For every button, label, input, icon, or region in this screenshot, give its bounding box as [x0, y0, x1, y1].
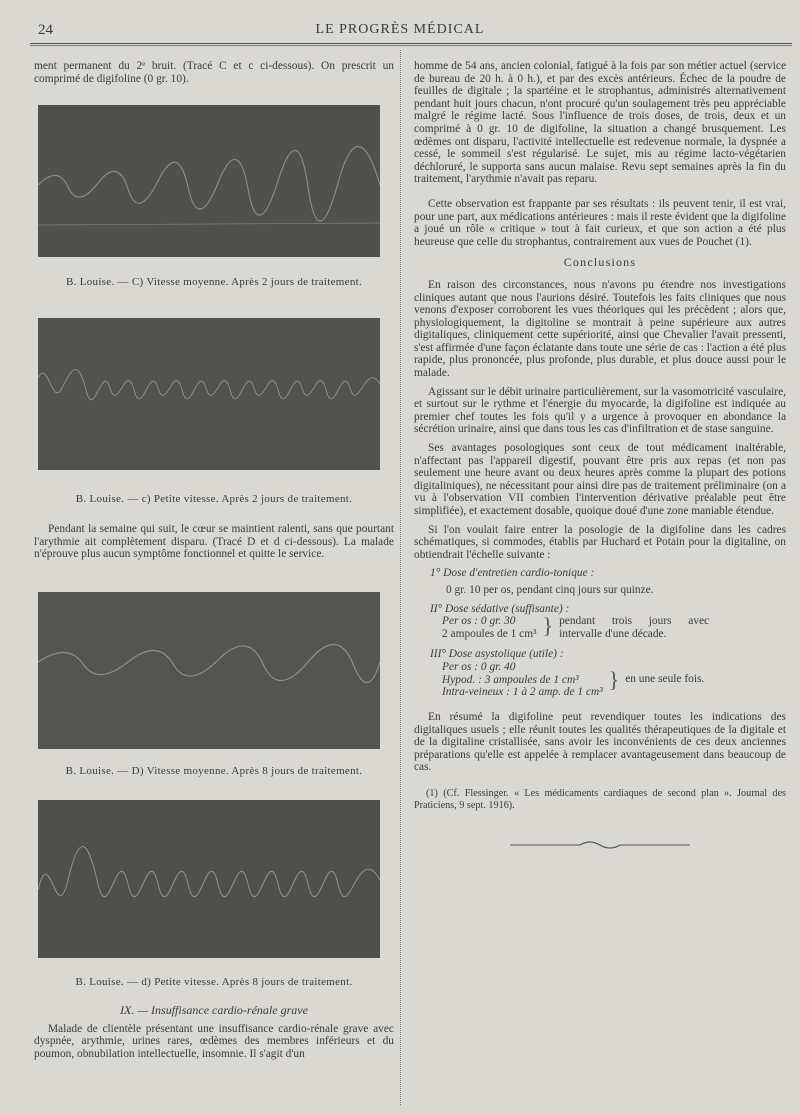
observation-ix-title: IX. — Insuffisance cardio-rénale grave — [120, 1003, 308, 1017]
dose-1-value: 0 gr. 10 per os, pendant cinq jours sur quinze. — [446, 583, 654, 596]
dose-3-right: en une seule fois. — [625, 672, 705, 685]
dose-2-label: II° Dose sédative (suffisante) : — [430, 602, 570, 615]
dose-2-right: pendant trois jours avec intervalle d'une décade. — [559, 615, 710, 640]
trace-c-small-graphic — [38, 318, 380, 470]
trace-d-small-graphic — [38, 800, 380, 958]
left-top-paragraph: ment permanent du 2ᵉ bruit. (Tracé C et c ci-dessous). On prescrit un comprimé de digifoline (0 gr. 10). — [34, 60, 394, 85]
left-bottom-block — [34, 1000, 394, 1066]
caption-trace-c: B. Louise. — C) Vitesse moyenne. Après 2 jours de traitement. — [65, 276, 363, 288]
right-paragraph-2: Cette observation est frappante par ses résultats : ils peuvent tenir, il est vrai, pour une part, aux médications antérieures : mais il reste évident que la digifoline a joué un rôle « critique » tout à fait curieux, et que son action a été plus heureuse que celle du strophantus, contrairement aux vues de Pouchet (1). — [414, 197, 786, 248]
dose-2-line-2: 2 ampoules de 1 cm³ — [442, 627, 537, 640]
footnote: (1) (Cf. Flessinger. « Les médicaments cardiaques de second plan ». Journal des Praticiens, 9 sept. 1916). — [414, 787, 786, 811]
dose-3-label: III° Dose asystolique (utile) : — [430, 648, 564, 661]
right-paragraph-3: En raison des circonstances, nous n'avons pu étendre nos investigations cliniques autant que nous l'aurions désiré. Toutefois les faits cliniques que nous venons d'exposer corroborent les vues théoriques qui les précèdent ; alors que, physiologiquement, la digitoline se montrait à peine supérieure aux autres digitaliques, cliniquement cette supériorité, ainsi que Chevalier l'avait pressenti, s'est affirmée d'une façon éclatante dans toute une série de cas : l'action a été plus rapide, plus prononcée, plus profonde, plus durable, et plus douce aussi pour le malade. — [414, 278, 786, 380]
trace-c-graphic — [38, 105, 380, 257]
cardiac-trace-image — [38, 592, 380, 749]
brace-mark: } — [608, 666, 620, 692]
column-divider — [400, 50, 401, 1105]
dose-3-lines — [442, 661, 603, 699]
left-top-text — [34, 60, 394, 91]
left-bottom-paragraph: Malade de clientèle présentant une insuffisance cardio-rénale grave avec dyspnée, arythmie, urines rares, œdèmes des membres inférieurs et du poumon, obnubilation intellectuelle, insomnie. Il s'agit d'un — [34, 1022, 394, 1060]
right-paragraph-6: Si l'on voulait faire entrer la posologie de la digifoline dans les cadres schématiques, si commodes, établis par Huchard et Potain pour la digitaline, on obtiendrait l'échelle suivante : — [414, 523, 786, 561]
conclusions-heading: Conclusions — [563, 255, 637, 270]
ornament-rule-graphic — [510, 838, 690, 852]
left-middle-text — [34, 523, 394, 567]
dose-3-line-1: Per os : 0 gr. 40 — [442, 660, 516, 673]
cardiac-trace-image — [38, 318, 380, 470]
journal-title: LE PROGRÈS MÉDICAL — [315, 22, 485, 37]
right-paragraph-7: En résumé la digifoline peut revendiquer toutes les indications des digitaliques usuels ; elle réunit toutes les qualités thérapeutiques de la digitale et de la digitaline cristallisée, sans avoir les inconvénients de ces deux anciennes préparations qu'elle est appelée à remplacer avantageusement dans beaucoup de cas. — [414, 710, 786, 774]
brace-mark: } — [542, 613, 554, 639]
left-middle-paragraph: Pendant la semaine qui suit, le cœur se maintient ralenti, sans que pourtant l'arythmie ait complètement disparu. (Tracé D et d ci-dessous). La malade n'éprouve plus aucun symptôme fonctionnel et quitte le service. — [34, 523, 394, 561]
dose-2-block — [442, 615, 786, 640]
caption-trace-d-small: B. Louise. — d) Petite vitesse. Après 8 jours de traitement. — [75, 976, 353, 988]
header-rule — [30, 43, 792, 46]
dose-3-block — [442, 661, 786, 699]
dose-1-label: 1° Dose d'entretien cardio-tonique : — [430, 567, 595, 580]
right-paragraph-5: Ses avantages posologiques sont ceux de tout médicament inaltérable, n'affectant pas l'appareil digestif, pouvant être pris aux repas (et non pas seulement une heure avant ou deux heures après comme la plupart des potions digitaliniques), ne nécessitant pour ainsi dire pas de traitement préliminaire (on a vu à l'observation VII combien l'intervention dérivative préalable peut être simplifiée), et exactement dosable, quoique doué d'une zone maniable étendue. — [414, 442, 786, 517]
dose-2-line-1: Per os : 0 gr. 30 — [442, 615, 516, 628]
page-number: 24 — [38, 22, 53, 38]
right-paragraph-1: homme de 54 ans, ancien colonial, fatigué à la fois par son métier actuel (service de bureau de 20 h. à 0 h.), et par des excès antérieurs. Échec de la poudre de feuilles de digitale ; la spartéine et le strophantus, administrés alternativement pendant huit jours chacun, n'ont procuré qu'un soulagement très peu appréciable malgré le régime lacté. Sous l'influence de trois doses, de trois, deux et un comprimé à 0 gr. 10 de digifoline, la situation a changé brusquement. Les œdèmes ont disparu, l'activité intellectuelle est redevenue normale, la dyspnée a cessé, le sommeil s'est régularisé. Le sujet, mis au régime lacto-végétarien déchloruré, le supporta sans aucun malaise. Revu sept semaines après la fin du traitement, l'arythmie n'avait pas reparu. — [414, 60, 786, 186]
cardiac-trace-image — [38, 105, 380, 257]
caption-trace-c-small: B. Louise. — c) Petite vitesse. Après 2 jours de traitement. — [75, 493, 353, 505]
right-column — [414, 60, 786, 855]
end-ornament — [414, 838, 786, 855]
dose-2-lines — [442, 615, 537, 640]
cardiac-trace-image — [38, 800, 380, 958]
dose-3-line-2: Hypod. : 3 ampoules de 1 cm³ — [442, 673, 579, 686]
right-paragraph-4: Agissant sur le débit urinaire particulièrement, sur la vasomotricité vasculaire, et surtout sur le rythme et l'énergie du myocarde, la digifoline est indiquée au premier chef toutes les fois qu'il y a urgence à provoquer en abondance la sécrétion urinaire, ainsi que dans tous les cas d'infiltration et de stase sanguine. — [414, 385, 786, 436]
dose-3-line-3: Intra-veineux : 1 à 2 amp. de 1 cm³ — [442, 686, 603, 699]
trace-d-graphic — [38, 592, 380, 749]
caption-trace-d: B. Louise. — D) Vitesse moyenne. Après 8 jours de traitement. — [65, 765, 363, 777]
